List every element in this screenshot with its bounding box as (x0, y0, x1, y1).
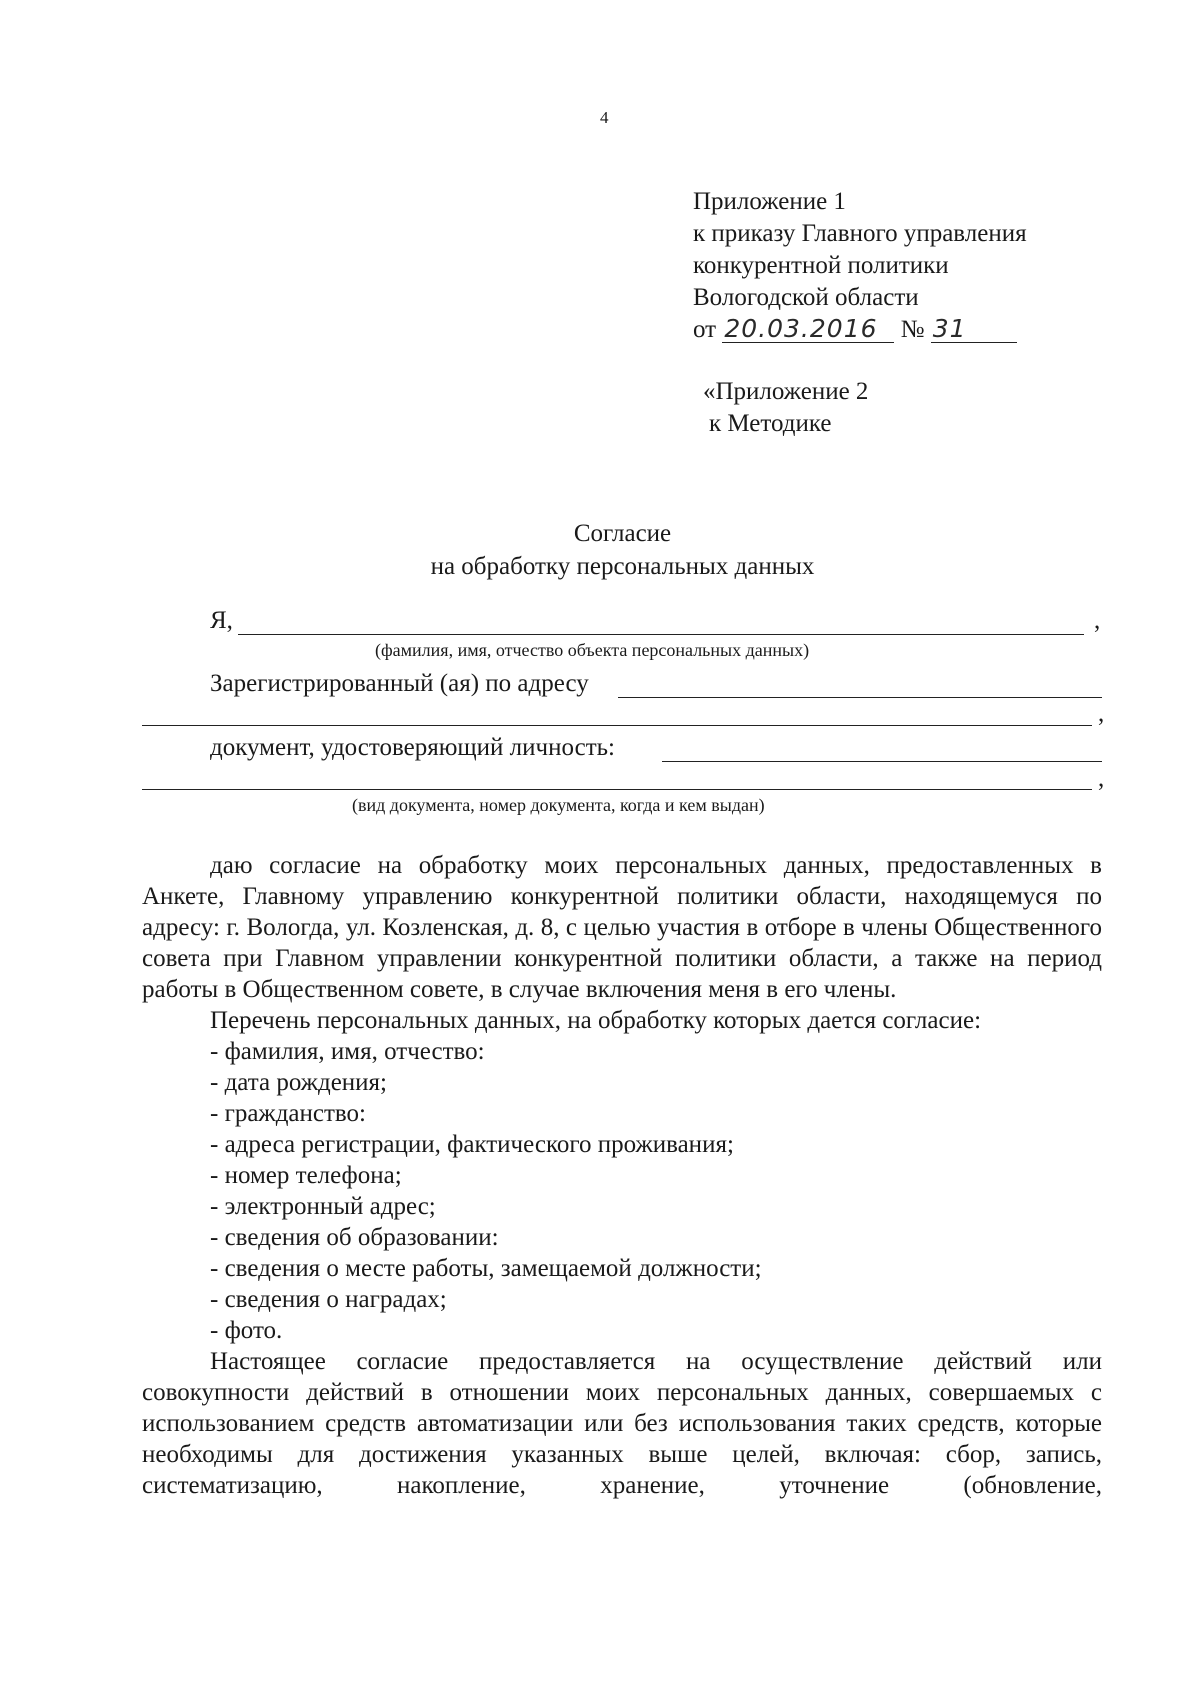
list-item: - гражданство: (210, 1100, 366, 1127)
appendix-date-row (693, 314, 1027, 346)
appendix2-line-1: «Приложение 2 (703, 378, 869, 405)
appendix-header (693, 186, 1027, 346)
fio-hint: (фамилия, имя, отчество объекта персональных данных) (375, 640, 810, 660)
appendix-line-2: к приказу Главного управления (693, 220, 1027, 247)
appendix2-header (703, 376, 868, 440)
appendix-line-3: конкурентной политики (693, 252, 949, 279)
document-field-line-1[interactable] (662, 761, 1102, 762)
appendix-line-1: Приложение 1 (693, 188, 846, 215)
list-intro: Перечень персональных данных, на обработку которых дается согласие: (210, 1007, 982, 1034)
appendix-line-4: Вологодской области (693, 284, 919, 311)
list-item: - сведения о наградах; (210, 1286, 447, 1313)
list-item: - номер телефона; (210, 1162, 402, 1189)
list-item: - адреса регистрации, фактического проживания; (210, 1131, 734, 1158)
address-comma: , (1098, 700, 1105, 727)
address-label: Зарегистрированный (ая) по адресу (210, 670, 589, 697)
handwritten-date: 20.03.2016 (722, 316, 894, 343)
fio-field-line[interactable] (238, 634, 1084, 635)
consent-paragraph: даю согласие на обработку моих персональных данных, предоставленных в Анкете, Главному управлению конкурентной политики области, находящемуся по адресу: г. Вологда, ул. Козленская, д. 8, с целью участия в отборе в члены Общественного совета при Главном управлении конкурентной политики области, а также на период работы в Общественном совете, в случае включения меня в его члены. (142, 852, 1102, 1003)
document-hint: (вид документа, номер документа, когда и кем выдан) (352, 795, 765, 815)
document-label: документ, удостоверяющий личность: (210, 734, 615, 761)
number-prefix: № (900, 316, 925, 343)
list-item: - сведения о месте работы, замещаемой должности; (210, 1255, 762, 1282)
list-item: - фото. (210, 1317, 283, 1344)
i-label: Я, (210, 607, 233, 634)
document-subtitle: на обработку персональных данных (430, 553, 815, 580)
list-item: - дата рождения; (210, 1069, 387, 1096)
date-prefix: от (693, 316, 717, 343)
document-comma: , (1098, 765, 1105, 792)
actions-paragraph: Настоящее согласие предоставляется на осуществление действий или совокупности действий в отношении моих персональных данных, совершаемых с использованием средств автоматизации или без использования таких средств, которые необходимы для достижения указанных выше целей, включая: сбор, запись, систематизацию, накопление, хранение, уточнение (обновление, (142, 1348, 1102, 1499)
page-number: 4 (600, 108, 609, 127)
body-text (142, 850, 1102, 1501)
list-item: - сведения об образовании: (210, 1224, 499, 1251)
appendix2-line-2: к Методике (709, 410, 832, 437)
list-item: - электронный адрес; (210, 1193, 436, 1220)
fio-comma: , (1094, 607, 1101, 634)
document-title: Согласие (573, 520, 672, 547)
document-field-line-2[interactable] (142, 789, 1092, 790)
list-item: - фамилия, имя, отчество: (210, 1038, 485, 1065)
address-field-line-1[interactable] (618, 697, 1102, 698)
address-field-line-2[interactable] (142, 725, 1092, 726)
handwritten-number: 31 (931, 316, 1017, 343)
